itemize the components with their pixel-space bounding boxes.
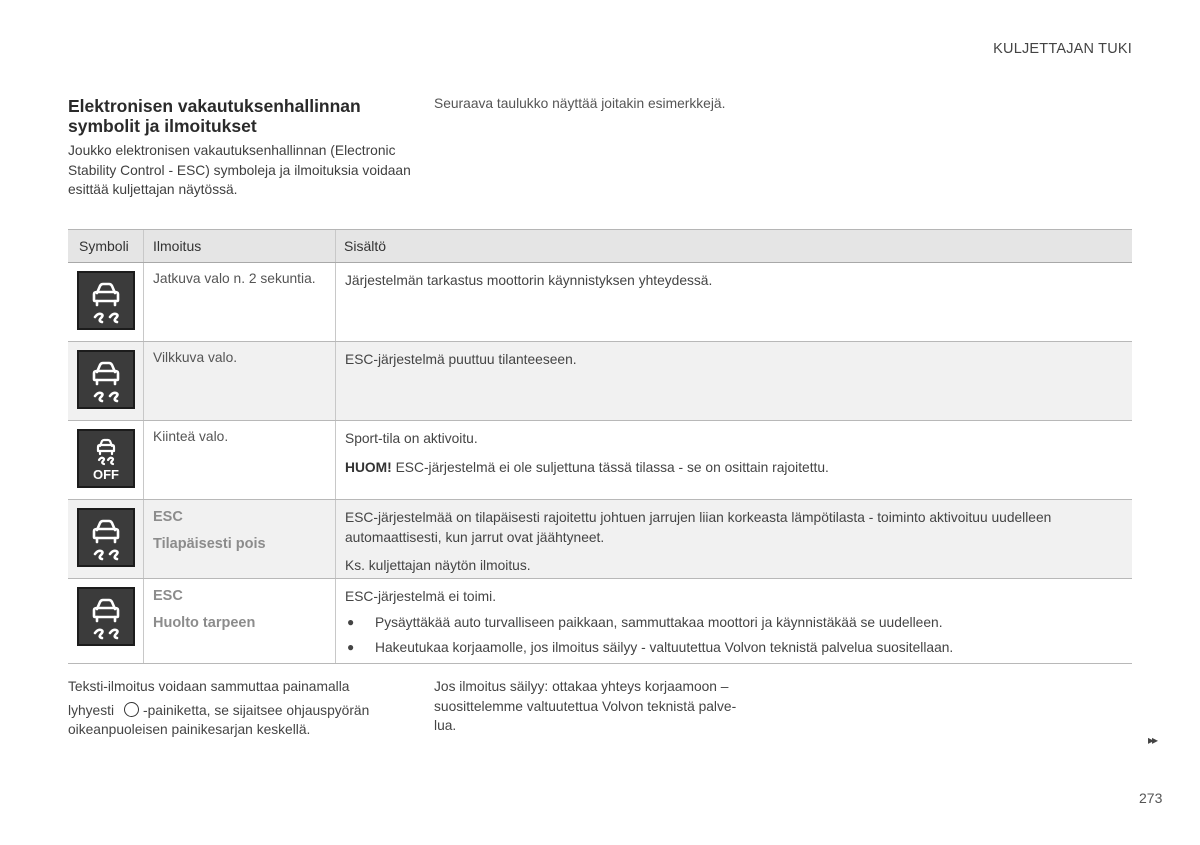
esc-off-icon <box>77 429 135 488</box>
message-cell: Jatkuva valo n. 2 sekuntia. <box>144 263 336 341</box>
note-left-line-3: oikeanpuoleisen painikesarjan keskellä. <box>68 722 311 737</box>
message-cell <box>144 579 336 663</box>
note-right-line-2: suosittelemme valtuutettua Volvon teknistä palve- <box>434 698 737 714</box>
bullet-dot-icon: ● <box>347 614 355 629</box>
esc-skid-icon <box>77 350 135 409</box>
note-text: ESC-järjestelmä ei ole suljettuna tässä tilassa - se on osittain rajoitettu. <box>395 459 829 475</box>
note-left-pre: lyhyesti <box>68 702 115 718</box>
note-right-line-3: lua. <box>434 718 457 733</box>
page-number: 273 <box>1139 790 1163 806</box>
content-text: ESC-järjestelmä ei toimi. <box>345 589 497 604</box>
column-header-message: Ilmoitus <box>144 230 336 262</box>
esc-skid-icon <box>77 587 135 646</box>
content-text-2: Ks. kuljettajan näytön ilmoitus. <box>345 558 531 573</box>
content-cell <box>336 421 1132 499</box>
message-subtitle: Huolto tarpeen <box>153 615 256 631</box>
message-cell: Vilkkuva valo. <box>144 342 336 420</box>
off-label: OFF <box>93 467 119 482</box>
section-header: KULJETTAJAN TUKI <box>993 41 1132 57</box>
content-note <box>345 458 1120 478</box>
content-text: ESC-järjestelmää on tilapäisesti rajoitettu johtuen jarrujen liian korkeasta lämpötilasta - toiminto aktivoituu uudelleen automaattisesti, kun jarrut ovat jäähtyneet. <box>345 510 1052 545</box>
bullet-dot-icon: ● <box>347 640 355 654</box>
note-right-line-1: Jos ilmoitus säilyy: ottakaa yhteys korjaamoon – <box>434 679 729 694</box>
note-left-post: -painiketta, se sijaitsee ohjauspyörän <box>143 702 370 718</box>
esc-symbol-table <box>68 229 1132 664</box>
bullet-item <box>345 613 1120 633</box>
note-left-line-2 <box>68 701 413 721</box>
page-heading: Elektronisen vakautuksenhallinnan symbolit ja ilmoitukset <box>68 96 361 136</box>
note-left-line-1: Teksti-ilmoitus voidaan sammuttaa painamalla <box>68 679 350 694</box>
table-intro: Seuraava taulukko näyttää joitakin esimerkkejä. <box>434 96 726 111</box>
table-row <box>68 579 1132 664</box>
esc-skid-icon <box>77 271 135 330</box>
table-row <box>68 421 1132 500</box>
next-page-icon: ▸▸ <box>1148 733 1157 747</box>
bullet-item <box>345 638 1120 658</box>
message-cell: Kiinteä valo. <box>144 421 336 499</box>
content-cell: Järjestelmän tarkastus moottorin käynnistyksen yhteydessä. <box>345 273 713 288</box>
message-title: ESC <box>153 588 183 604</box>
message-title: ESC <box>153 509 183 525</box>
content-text: Sport-tila on aktivoitu. <box>345 431 478 446</box>
column-header-symbol: Symboli <box>68 230 144 262</box>
message-cell <box>144 500 336 578</box>
intro-text: Joukko elektronisen vakautuksenhallinnan (Electronic Stability Control - ESC) symboleja ja ilmoituksia voidaan esittää kuljettajan näytössä. <box>68 143 411 197</box>
bullet-text: Pysäyttäkää auto turvalliseen paikkaan, sammuttakaa moottori ja käynnistäkää se uudelleen. <box>375 614 943 630</box>
esc-skid-icon <box>77 508 135 567</box>
steering-button-icon <box>124 702 139 717</box>
content-cell <box>336 579 1132 663</box>
note-label: HUOM! <box>345 459 392 475</box>
note-left <box>68 677 413 740</box>
message-subtitle: Tilapäisesti pois <box>153 536 266 552</box>
table-row <box>68 500 1132 579</box>
content-cell <box>336 500 1132 578</box>
table-row <box>68 342 1132 421</box>
bullet-text: Hakeutukaa korjaamolle, jos ilmoitus säilyy - valtuutettua Volvon teknistä palvelua suositellaan. <box>375 640 954 655</box>
table-row <box>68 263 1132 342</box>
note-right <box>434 677 779 736</box>
column-header-content: Sisältö <box>344 238 387 254</box>
table-header <box>68 229 1132 263</box>
content-cell: ESC-järjestelmä puuttuu tilanteeseen. <box>345 352 577 367</box>
